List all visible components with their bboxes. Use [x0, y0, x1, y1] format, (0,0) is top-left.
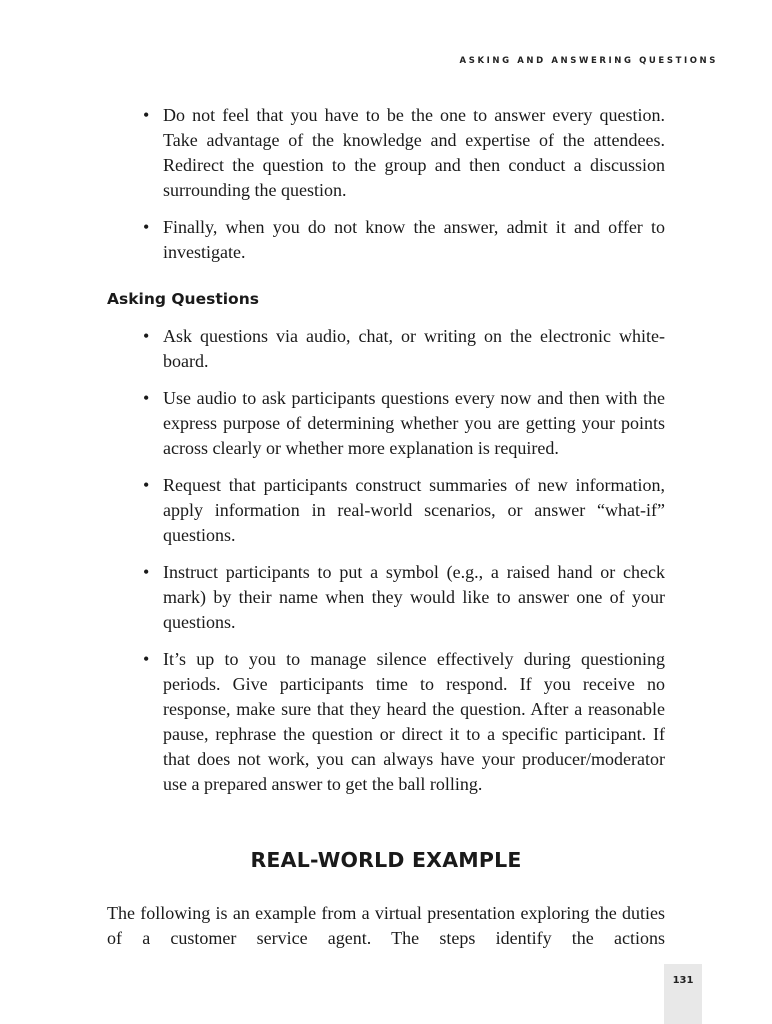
intro-bullet-list — [107, 103, 665, 265]
real-world-example-heading: REAL-WORLD EXAMPLE — [250, 848, 522, 872]
list-item — [107, 103, 665, 203]
bullet-icon: • — [143, 649, 150, 669]
asking-bullet-list — [107, 324, 665, 797]
running-head: ASKING AND ANSWERING QUESTIONS — [459, 56, 718, 66]
bullet-icon: • — [143, 388, 150, 408]
bullet-icon: • — [143, 105, 150, 125]
bullet-icon: • — [143, 475, 150, 495]
bullet-text: It’s up to you to manage silence effectively during questioning periods. Give participants time to respond. If you receive no response, make sure that they heard the question. After a reasonable pause, rephrase the question or direct it to a specific participant. If that does not work, you can always have your producer/moderator use a prepared answer to get the ball rolling. — [163, 649, 665, 794]
page-body — [107, 103, 665, 951]
list-item — [107, 560, 665, 635]
page-number-tab — [664, 964, 702, 1024]
list-item — [107, 386, 665, 461]
bullet-icon: • — [143, 562, 150, 582]
bullet-text: Ask questions via audio, chat, or writing on the electronic whiteboard. — [163, 326, 665, 371]
list-item — [107, 215, 665, 265]
bullet-text: Request that participants construct summaries of new information, apply information in real-world scenarios, or answer “what-if” questions. — [163, 475, 665, 545]
list-item — [107, 324, 665, 374]
bullet-icon: • — [143, 217, 150, 237]
page-number: 131 — [672, 975, 694, 986]
bullet-text: Finally, when you do not know the answer, admit it and offer to investigate. — [163, 217, 665, 262]
bullet-icon: • — [143, 326, 150, 346]
asking-questions-heading: Asking Questions — [107, 290, 259, 308]
list-item — [107, 647, 665, 797]
list-item — [107, 473, 665, 548]
bullet-text: Do not feel that you have to be the one to answer every question. Take advantage of the knowledge and expertise of the attendees. Redirect the question to the group and then conduct a discussion surrounding the question. — [163, 105, 665, 200]
bullet-text: Use audio to ask participants questions every now and then with the express purpose of determining whether you are getting your points across clearly or whether more explanation is required. — [163, 388, 665, 458]
bullet-text: Instruct participants to put a symbol (e.g., a raised hand or check mark) by their name when they would like to answer one of your questions. — [163, 562, 665, 632]
example-paragraph: The following is an example from a virtual presentation exploring the duties of a customer service agent. The steps identify the actions — [107, 903, 665, 948]
